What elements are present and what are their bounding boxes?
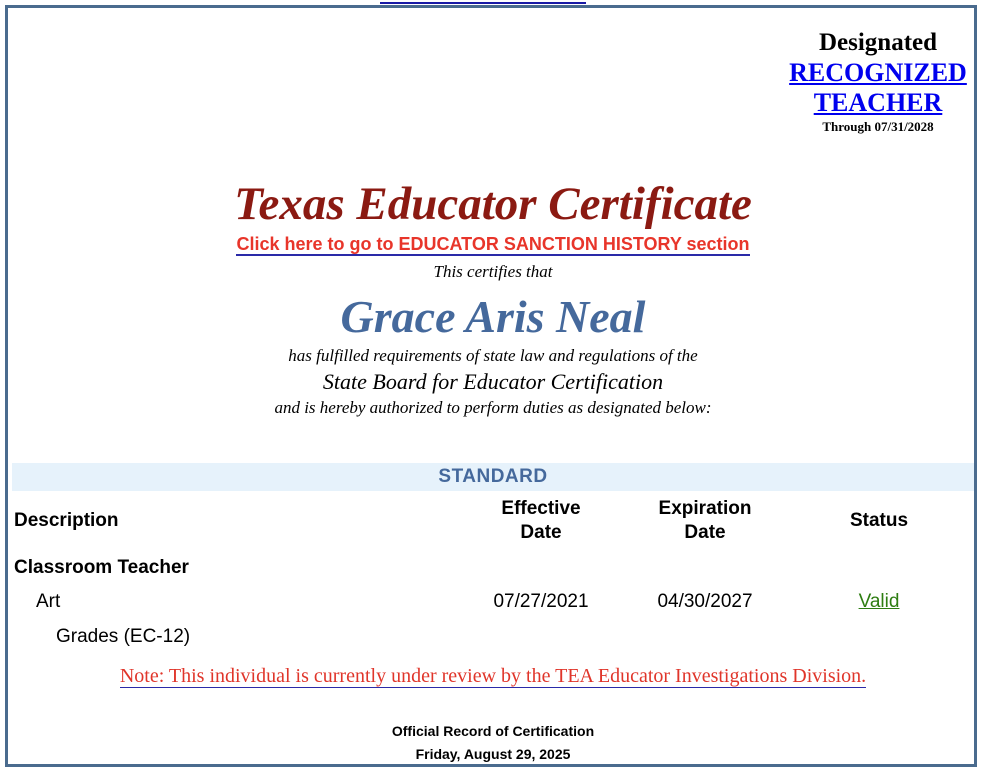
row-status-link[interactable]: Valid [858, 591, 900, 612]
authorized-text: and is hereby authorized to perform duties as designated below: [274, 398, 712, 417]
header-effective-date [471, 497, 611, 545]
fulfilled-text: has fulfilled requirements of state law and regulations of the [288, 346, 698, 365]
row-grades: Grades (EC-12) [56, 626, 191, 647]
certificate-category: Classroom Teacher [14, 557, 189, 578]
row-status-cell [819, 590, 939, 614]
certificate-title: Texas Educator Certificate [234, 178, 752, 230]
header-effective-line1: Effective [501, 498, 581, 519]
official-record-label: Official Record of Certification [391, 723, 595, 739]
designated-label: Designated [818, 29, 938, 56]
designation-through-date: Through 07/31/2028 [822, 119, 934, 134]
educator-name: Grace Aris Neal [340, 291, 646, 342]
row-effective-date: 07/27/2021 [493, 591, 589, 612]
header-expiration-date [625, 497, 785, 545]
header-status: Status [849, 510, 909, 531]
header-expiration-line1: Expiration [658, 498, 752, 519]
header-expiration-line2: Date [684, 522, 726, 543]
sanction-history-link-row [0, 232, 986, 256]
header-effective-line2: Date [520, 522, 562, 543]
standard-section-banner: STANDARD [12, 463, 974, 491]
recognized-teacher-link-line1: RECOGNIZED [789, 58, 967, 87]
row-subject: Art [36, 591, 61, 612]
top-link-underline-fragment [380, 0, 586, 4]
recognized-teacher-link[interactable] [780, 58, 976, 118]
investigation-note-row [0, 663, 986, 689]
investigation-note-link[interactable]: Note: This individual is currently under review by the TEA Educator Investigations Division. [119, 665, 867, 687]
designation-box [780, 30, 976, 133]
sanction-history-link[interactable]: Click here to go to EDUCATOR SANCTION HISTORY section [236, 234, 750, 254]
header-description: Description [14, 510, 119, 531]
recognized-teacher-link-line2: TEACHER [813, 88, 943, 117]
row-expiration-date: 04/30/2027 [657, 591, 753, 612]
certifies-text: This certifies that [433, 262, 553, 281]
record-date: Friday, August 29, 2025 [415, 746, 571, 762]
board-name: State Board for Educator Certification [322, 369, 664, 394]
